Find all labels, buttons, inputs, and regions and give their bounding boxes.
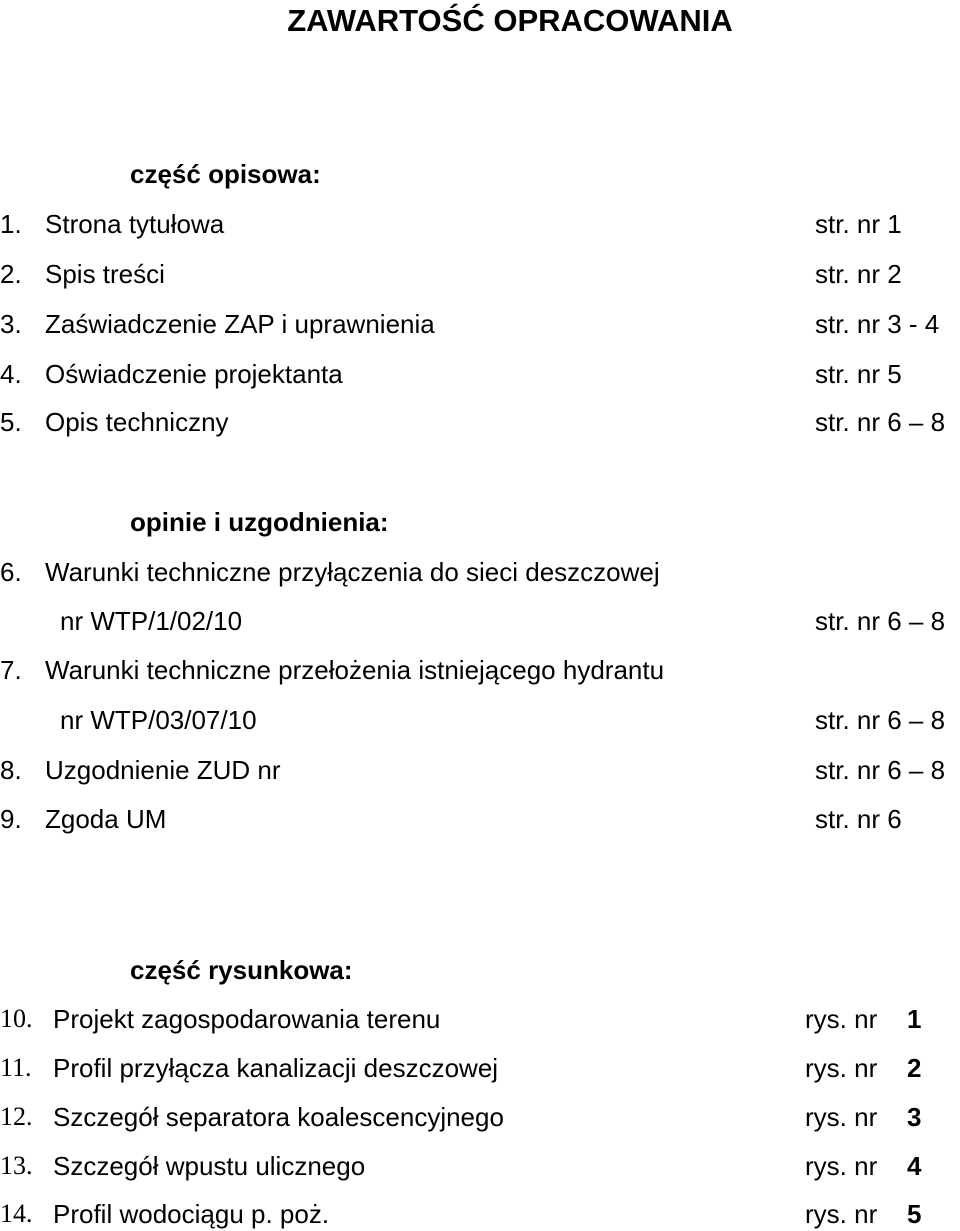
item-number: 3.	[0, 309, 22, 339]
item-number: 10.	[0, 1004, 33, 1033]
item-number: 7.	[0, 655, 22, 685]
item-page: str. nr 6 – 8	[815, 407, 946, 437]
item-page-number: 5	[907, 1199, 922, 1229]
item-label: Szczegół separatora koalescencyjnego	[53, 1102, 504, 1132]
item-page: str. nr 1	[815, 209, 902, 239]
item-page-number: 1	[907, 1004, 922, 1034]
item-number: 8.	[0, 755, 22, 785]
item-page: str. nr 5	[815, 359, 902, 389]
item-page: str. nr 6 – 8	[815, 755, 946, 785]
item-number: 2.	[0, 259, 22, 289]
item-page: str. nr 6	[815, 804, 902, 834]
item-page-number: 2	[907, 1053, 922, 1083]
section-heading-opinie: opinie i uzgodnienia:	[130, 507, 389, 537]
item-page: str. nr 6 – 8	[815, 705, 946, 735]
item-label: Szczegół wpustu ulicznego	[53, 1151, 366, 1181]
item-label: Warunki techniczne przełożenia istniejącego hydrantu	[45, 655, 665, 685]
item-page-number: 3	[907, 1102, 922, 1132]
item-label: Strona tytułowa	[45, 209, 225, 239]
item-label: Spis treści	[45, 259, 165, 289]
item-page-prefix: rys. nr	[805, 1053, 878, 1083]
section-heading-opisowa: część opisowa:	[130, 159, 321, 189]
item-page: str. nr 3 - 4	[815, 309, 940, 339]
item-label: Projekt zagospodarowania terenu	[53, 1004, 441, 1034]
item-label: Opis techniczny	[45, 407, 229, 437]
item-label: Profil przyłącza kanalizacji deszczowej	[53, 1053, 499, 1083]
item-page-prefix: rys. nr	[805, 1004, 878, 1034]
item-number: 11.	[0, 1053, 32, 1082]
item-page-number: 4	[907, 1151, 922, 1181]
item-number: 13.	[0, 1151, 33, 1180]
item-page: str. nr 6 – 8	[815, 606, 946, 636]
item-label: Profil wodociągu p. poż.	[53, 1199, 330, 1229]
item-page-prefix: rys. nr	[805, 1102, 878, 1132]
section-heading-rysunkowa: część rysunkowa:	[130, 955, 353, 985]
item-label: Uzgodnienie ZUD nr	[45, 755, 281, 785]
item-page-prefix: rys. nr	[805, 1151, 878, 1181]
item-label: Oświadczenie projektanta	[45, 359, 343, 389]
item-number: 14.	[0, 1199, 33, 1228]
item-page-prefix: rys. nr	[805, 1199, 878, 1229]
item-label: Warunki techniczne przyłączenia do sieci deszczowej	[45, 557, 660, 587]
item-number: 6.	[0, 557, 22, 587]
item-page: str. nr 2	[815, 259, 902, 289]
page-title: ZAWARTOŚĆ OPRACOWANIA	[287, 3, 733, 38]
item-sub: nr WTP/03/07/10	[60, 705, 257, 735]
item-sub: nr WTP/1/02/10	[60, 606, 243, 636]
item-number: 1.	[0, 209, 22, 239]
item-label: Zgoda UM	[45, 804, 167, 834]
item-number: 5.	[0, 407, 22, 437]
item-number: 12.	[0, 1102, 33, 1131]
item-label: Zaświadczenie ZAP i uprawnienia	[45, 309, 435, 339]
item-number: 9.	[0, 804, 22, 834]
item-number: 4.	[0, 359, 22, 389]
